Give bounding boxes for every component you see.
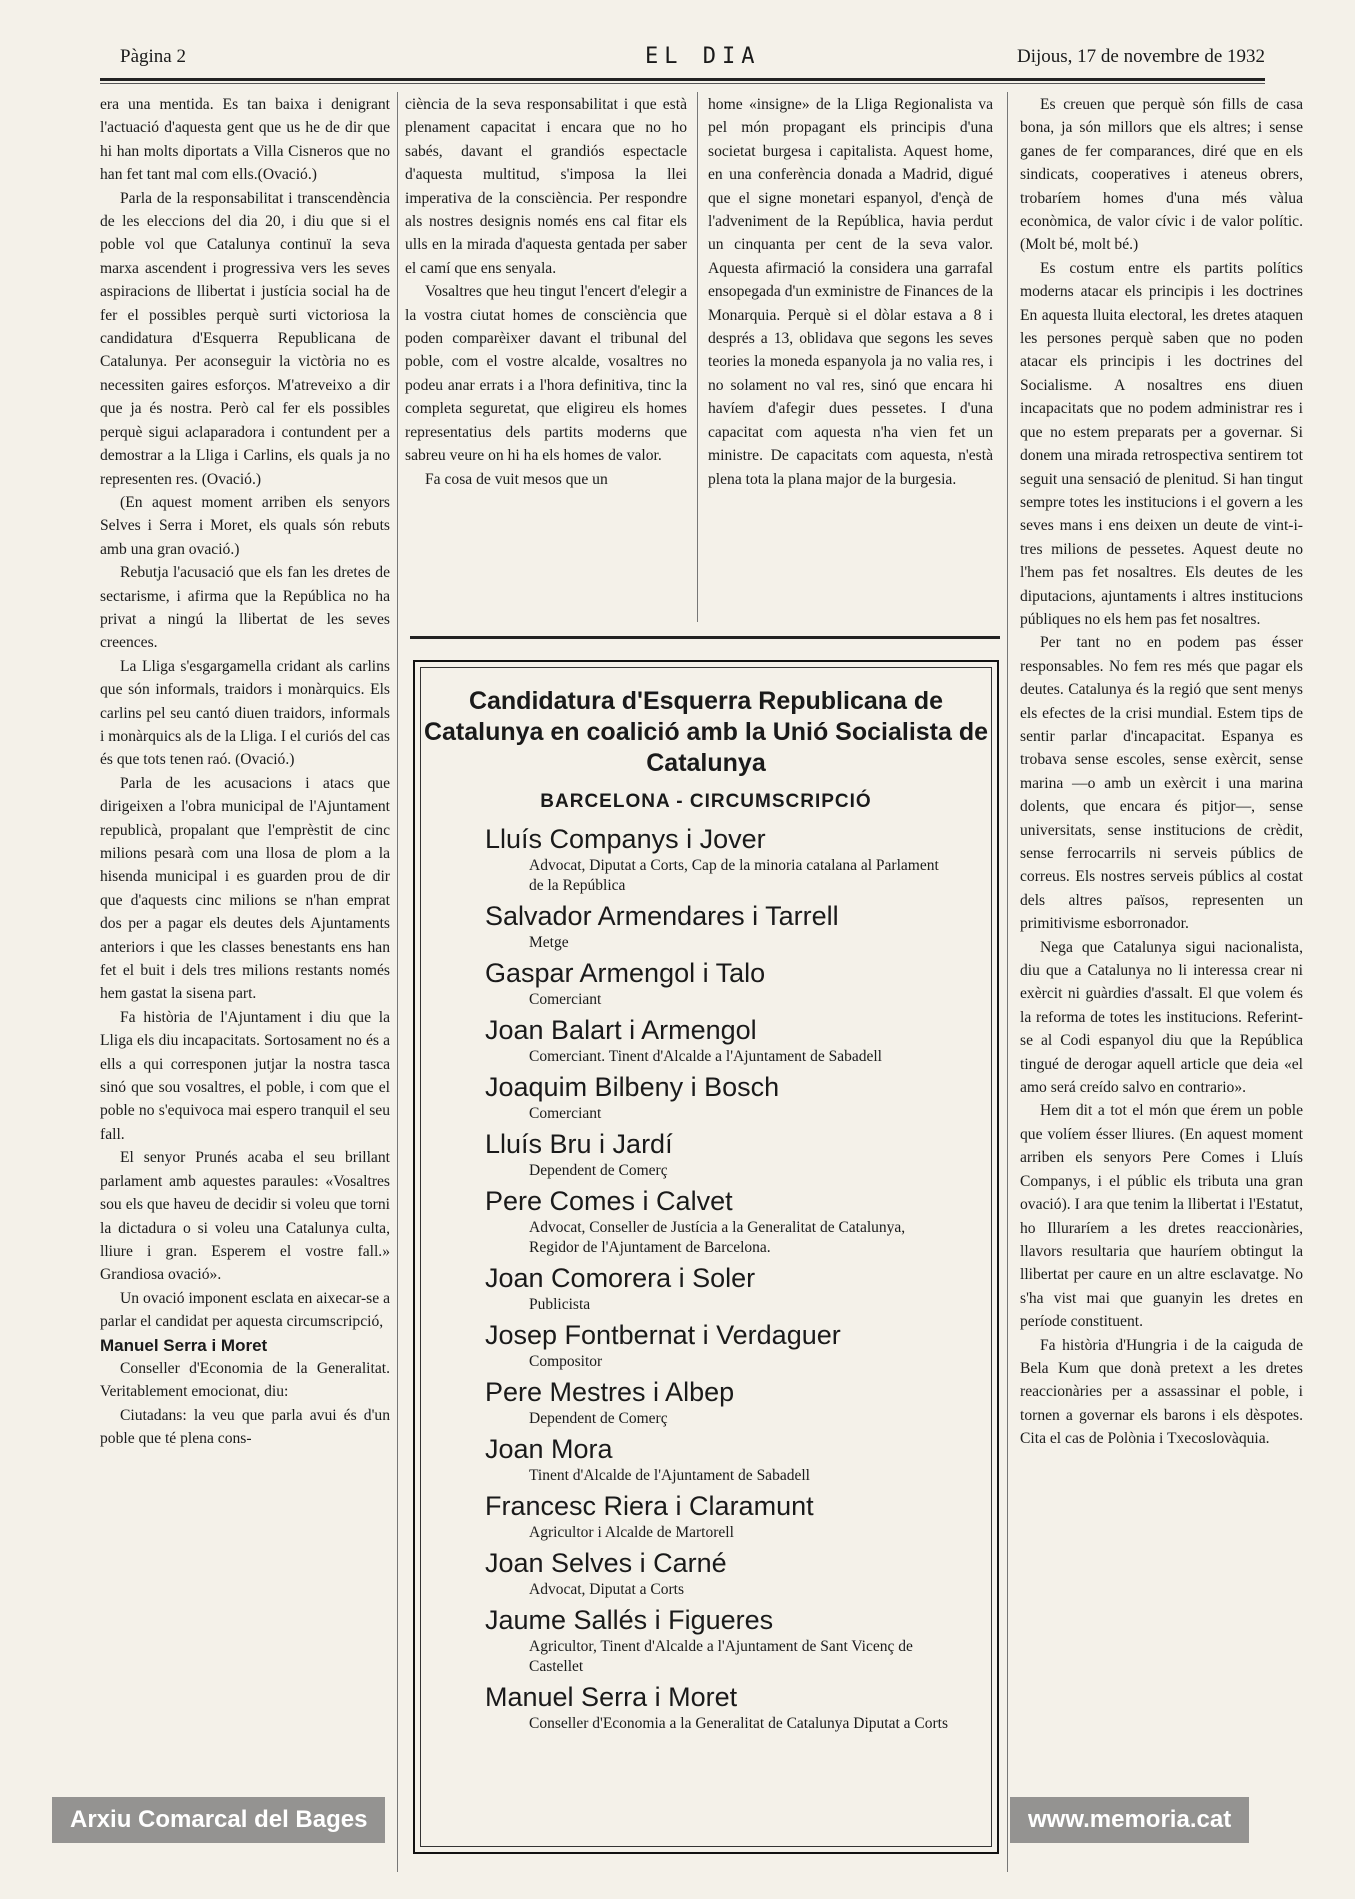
candidate-description: Comerciant bbox=[529, 1105, 602, 1122]
paragraph: Fa història d'Hungria i de la caiguda de Bela Kum que donà pretext a les dretes reaccionàries per a assassinar el poble, i tornen a governar els barons i els dèspotes. Cita el cas de Polònia i Txecoslovàquia. bbox=[1020, 1336, 1303, 1448]
website-watermark: www.memoria.cat bbox=[1010, 1797, 1249, 1843]
paragraph: Fa cosa de vuit mesos que un bbox=[425, 470, 608, 488]
candidate-description: Agricultor, Tinent d'Alcalde a l'Ajuntament de Sant Vicenç de Castellet bbox=[529, 1638, 913, 1675]
paragraph: Un ovació imponent esclata en aixecar-se a parlar el candidat per aquesta circumscripció, bbox=[100, 1289, 390, 1331]
candidate-description: Tinent d'Alcalde de l'Ajuntament de Sabadell bbox=[529, 1467, 810, 1484]
article-column-4 bbox=[1020, 93, 1303, 1873]
candidate-name: Lluís Companys i Jover bbox=[485, 824, 766, 854]
candidate-name: Joan Mora bbox=[485, 1434, 613, 1464]
issue-date: Dijous, 17 de novembre de 1932 bbox=[1016, 46, 1265, 67]
header-rule-thin bbox=[100, 83, 1265, 84]
paragraph: Conseller d'Economia de la Generalitat. Veritablement emocionat, diu: bbox=[100, 1359, 390, 1401]
candidate-description: Dependent de Comerç bbox=[529, 1410, 668, 1427]
article-column-2 bbox=[405, 93, 687, 618]
candidate-name: Lluís Bru i Jardí bbox=[485, 1129, 673, 1159]
paragraph: Fa història de l'Ajuntament i diu que la Lliga els diu incapacitats. Sortosament no és a ells a qui corresponen jutjar la nostra tasca sinó que sou vosaltres, el poble, i com que el poble no s'equivoca mai espero tranquil el seu fall. bbox=[100, 1008, 390, 1143]
paragraph: La Lliga s'esgargamella cridant als carlins que són informals, traidors i monàrquics. Els carlins pel seu cantó diuen traidors, informals i monàrquics als de la Lliga. I el curiós del cas és que tots tenen raó. (Ovació.) bbox=[100, 657, 390, 769]
paragraph: ciència de la seva responsabilitat i que està plenament capacitat i encara que no ho sabés, davant el grandiós espectacle d'aquesta multitud, s'imposa la llei imperativa de la consciència. Per respondre als nostres designis només ens cal fitar els ulls en la mirada d'aquesta gentada per saber el camí que ens senyala. bbox=[405, 96, 687, 277]
candidate-name: Francesc Riera i Claramunt bbox=[485, 1491, 814, 1521]
candidate-name: Joan Comorera i Soler bbox=[485, 1263, 756, 1293]
paragraph: Es creuen que perquè són fills de casa bona, ja són millors que els altres; i sense ganes de fer comparances, diré que en els sindicats, cooperatives i ateneus obrers, trobaríem homes d'una més vàlua econòmica, de valor cívic i de valor polític. (Molt bé, molt bé.) bbox=[1020, 96, 1303, 254]
candidate-name: Jaume Sallés i Figueres bbox=[485, 1605, 774, 1635]
header-rule bbox=[100, 78, 1265, 81]
candidate-description: Compositor bbox=[529, 1353, 603, 1370]
paragraph: (En aquest moment arriben els senyors Selves i Serra i Moret, els quals són rebuts amb una gran ovació.) bbox=[100, 493, 390, 558]
candidate-name: Joaquim Bilbeny i Bosch bbox=[485, 1072, 780, 1102]
page-header bbox=[120, 44, 1265, 78]
circumscription-label: BARCELONA - CIRCUMSCRIPCIÓ bbox=[540, 791, 872, 812]
paragraph: era una mentida. Es tan baixa i denigrant l'actuació d'aquesta gent que us he de dir que hi han molts diportats a Villa Cisneros que no han fet tant mal com ells.(Ovació.) bbox=[100, 96, 390, 184]
candidate-description: Dependent de Comerç bbox=[529, 1162, 668, 1179]
candidate-description: Comerciant. Tinent d'Alcalde a l'Ajuntament de Sabadell bbox=[529, 1048, 882, 1065]
candidate-description: Advocat, Diputat a Corts, Cap de la minoria catalana al Parlament de la República bbox=[529, 857, 939, 894]
candidate-name: Salvador Armendares i Tarrell bbox=[485, 901, 839, 931]
paragraph: Nega que Catalunya sigui nacionalista, diu que a Catalunya no li interessa crear ni exèrcit ni guàrdies d'assalt. El que volem és la reforma de totes les institucions. Referint-se al Codi espanyol diu que la República tingué de derogar aquell article que deia «el amo será creído salvo en contrario». bbox=[1020, 938, 1303, 1097]
article-column-1 bbox=[100, 93, 390, 1873]
candidate-description: Comerciant bbox=[529, 991, 602, 1008]
candidate-name: Joan Balart i Armengol bbox=[485, 1015, 757, 1045]
candidate-name: Josep Fontbernat i Verdaguer bbox=[485, 1320, 841, 1350]
candidate-name: Joan Selves i Carné bbox=[485, 1548, 727, 1578]
column-divider bbox=[697, 92, 698, 622]
article-column-3 bbox=[708, 93, 993, 618]
candidature-box-inner-border bbox=[420, 667, 992, 1847]
candidature-box bbox=[413, 660, 999, 1854]
paragraph: Parla de les acusacions i atacs que dirigeixen a l'obra municipal de l'Ajuntament republicà, propalant que l'emprèstit de cinc milions pesarà com una llosa de plom a la hisenda municipal i es guarden prou de dir que d'aquests cinc milions se n'han emprat dos per a pagar els deutes dels Ajuntaments anteriors i que les classes benestants ens han fet el buit i dels tres milions restants només hem gastat la sisena part. bbox=[100, 774, 390, 1003]
paragraph: El senyor Prunés acaba el seu brillant parlament amb aquestes paraules: «Vosaltres sou els que haveu de decidir si voleu que torni la dictadura o si voleu una Catalunya culta, lliure i gran. Esperem el vostre fall.» Grandiosa ovació». bbox=[100, 1149, 390, 1284]
paragraph: Es costum entre els partits polítics moderns atacar els principis i les doctrines En aquesta lluita electoral, les dretes ataquen les persones perquè saben que no poden atacar els principis i les doctrines del Socialisme. A nosaltres ens diuen incapacitats que no podem administrar res i que no estem preparats per a governar. Si donem una mirada retrospectiva sentirem tot seguit una sensació de plenitud. Si han tingut sempre totes les institucions i el govern a les seves mans i ens deixen un deute de vint-i-tres milions de pessetes. Aquest deute no l'hem pas fet nosaltres. Els deutes de les diputacions, ajuntaments i altres institucions públiques no els hem pas fet nosaltres. bbox=[1020, 259, 1303, 628]
candidate-name: Pere Comes i Calvet bbox=[485, 1186, 733, 1216]
candidate-description: Conseller d'Economia a la Generalitat de Catalunya Diputat a Corts bbox=[529, 1715, 949, 1732]
paragraph: Ciutadans: la veu que parla avui és d'un poble que té plena cons- bbox=[100, 1406, 390, 1448]
candidate-description: Agricultor i Alcalde de Martorell bbox=[529, 1524, 734, 1541]
archive-watermark: Arxiu Comarcal del Bages bbox=[52, 1797, 385, 1843]
candidate-description: Publicista bbox=[529, 1296, 591, 1313]
candidate-name: Gaspar Armengol i Talo bbox=[485, 958, 766, 988]
paragraph: Rebutja l'acusació que els fan les dretes de sectarisme, i afirma que la República no ha privat a ningú la llibertat de les seves creences. bbox=[100, 564, 390, 652]
column-divider bbox=[1007, 92, 1008, 1872]
speaker-subhead: Manuel Serra i Moret bbox=[100, 1335, 268, 1355]
candidate-description: Advocat, Diputat a Corts bbox=[529, 1581, 684, 1598]
candidature-title: Candidatura d'Esquerra Republicana de Catalunya en coalició amb la Unió Socialista de Catalunya bbox=[423, 687, 989, 777]
newspaper-title: EL DIA bbox=[645, 44, 761, 69]
candidate-name: Pere Mestres i Albep bbox=[485, 1377, 735, 1407]
paragraph: home «insigne» de la Lliga Regionalista va pel món propagant els principis d'una societat burgesa i capitalista. Aquest home, en una conferència donada a Madrid, digué que el signe monetari espanyol, d'ençà de l'adveniment de la República, havia perdut un cinquanta per cent de la seva valor. Aquesta afirmació la considera una garrafal ensopegada d'un exministre de Finances de la Monarquia. Perquè si el dòlar estava a 8 i després a 13, oblidava que segons les seves teories la moneda espanyola ja no valia res, i no solament no val res, sinó que encara hi havíem d'afegir dues pessetes. I d'una capacitat com aquesta n'ha vien fet un ministre. De capacitats com aquesta, n'està plena tota la plana major de la burgesia. bbox=[708, 96, 993, 488]
column-divider bbox=[397, 92, 398, 1872]
paragraph: Per tant no en podem pas ésser responsables. No fem res més que pagar els deutes. Catalunya és la regió que sent menys els efectes de la crisi mundial. Estem tips de sentir parlar d'incapacitat. Espanya es trobava sense escoles, sense exèrcit, sense marina —o amb un exèrcit i una marina dolents, que encara és pitjor—, sense universitats, sense institucions de crèdit, sense ferrocarrils ni serveis públics de correus. Els nostres serveis públics al costat dels altres països, representen un primitivisme esborronador. bbox=[1020, 634, 1303, 933]
candidate-description: Advocat, Conseller de Justícia a la Generalitat de Catalunya, Regidor de l'Ajuntament de Barcelona. bbox=[529, 1219, 906, 1256]
page-number: Pàgina 2 bbox=[120, 46, 186, 67]
paragraph: Vosaltres que heu tingut l'encert d'elegir a la vostra ciutat homes de consciència que poden comparèixer davant el tribunal del poble, com el vostre alcalde, vosaltres no podeu anar errats i a l'hora definitiva, tinc la completa seguretat, que eligireu els homes representatius dels partits moderns que sabreu veure on hi ha els homes de valor. bbox=[405, 283, 687, 465]
paragraph: Hem dit a tot el món que érem un poble que volíem ésser lliures. (En aquest moment arriben els senyors Pere Comes i Lluís Companys, i el públic els tributa una gran ovació). I ara que tenim la llibertat i l'Estatut, ho Illuraríem a les dretes reaccionàries, llavors resultaria que hauríem obtingut la llibertat per caure en un altre esclavatge. No s'ha vist mai que guanyin les dretes en període constituent. bbox=[1020, 1102, 1303, 1331]
candidate-name: Manuel Serra i Moret bbox=[485, 1682, 738, 1712]
section-rule bbox=[410, 636, 1000, 639]
paragraph: Parla de la responsabilitat i transcendència de les eleccions del dia 20, i diu que si el poble vol que Catalunya continuï la seva marxa ascendent i progressiva vers les seves aspiracions de llibertat i justícia social ha de fer el possibles perquè surti victoriosa la candidatura d'Esquerra Republicana de Catalunya. Per aconseguir la victòria no es necessiten gaires esforços. M'atreveixo a dir que ja és nostra. Però cal fer els possibles perquè sigui aclaparadora i contundent per a demostrar a la Lliga i Carlins, els quals ja no representen res. (Ovació.) bbox=[100, 189, 390, 488]
candidate-description: Metge bbox=[529, 934, 569, 951]
